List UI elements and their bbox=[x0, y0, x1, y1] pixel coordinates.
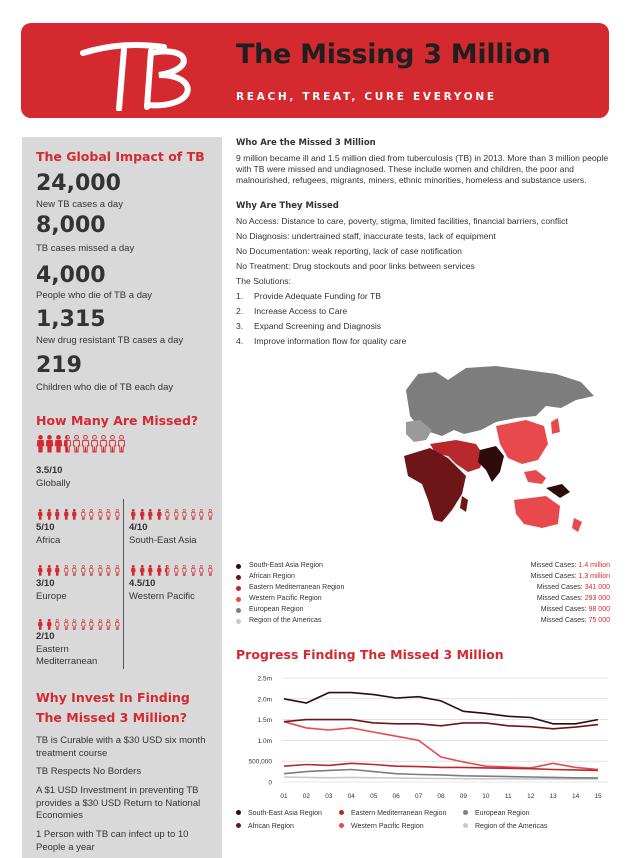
why-reason: No Access: Distance to care, poverty, stigma, limited facilities, financial barriers, conflict bbox=[236, 216, 568, 226]
y-tick-label: 2.5m bbox=[257, 675, 272, 683]
stat-value: 8,000 bbox=[36, 213, 106, 238]
missed-region: Eastern Mediterranean bbox=[36, 644, 98, 667]
person-icon bbox=[62, 619, 71, 630]
person-icon bbox=[36, 565, 45, 576]
person-icon bbox=[197, 565, 206, 576]
chart-title: Progress Finding The Missed 3 Million bbox=[236, 647, 504, 662]
chart-legend-item: African Region bbox=[236, 823, 294, 830]
stat-value: 219 bbox=[36, 353, 82, 378]
person-icon bbox=[180, 565, 189, 576]
series-line-european-region bbox=[284, 770, 598, 778]
header-banner bbox=[21, 23, 609, 118]
person-icon bbox=[138, 565, 147, 576]
solution-item: 2. Increase Access to Care bbox=[236, 306, 348, 316]
person-icon bbox=[172, 565, 181, 576]
tb-logo bbox=[79, 31, 229, 111]
legend-missed-cases: Missed Cases: 1.4 million bbox=[530, 562, 610, 569]
x-tick-label: 03 bbox=[325, 793, 333, 800]
map-region-western-pacific bbox=[496, 420, 548, 464]
legend-row bbox=[236, 595, 610, 606]
person-icon bbox=[180, 509, 189, 520]
person-icon bbox=[96, 619, 105, 630]
invest-reason: 1 Person with TB can infect up to 10 People a year bbox=[36, 829, 189, 853]
why-reason: No Documentation: weak reporting, lack of case notification bbox=[236, 246, 462, 256]
person-icon bbox=[87, 619, 96, 630]
invest-reason: TB is Curable with a $30 USD six month treatment course bbox=[36, 735, 206, 759]
person-icon bbox=[146, 565, 155, 576]
legend-dot bbox=[236, 575, 241, 580]
chart-legend-item: Western Pacific Region bbox=[339, 823, 424, 830]
y-tick-label: 500,000 bbox=[248, 758, 272, 766]
solution-item: 3. Expand Screening and Diagnosis bbox=[236, 321, 382, 331]
person-icon bbox=[117, 435, 126, 453]
legend-row bbox=[236, 606, 610, 617]
person-icon bbox=[36, 435, 45, 453]
person-icon bbox=[79, 509, 88, 520]
missed-region: Europe bbox=[36, 591, 67, 602]
people-icons-eastern-mediterranean bbox=[36, 619, 121, 630]
legend-missed-cases: Missed Cases: 341 000 bbox=[536, 584, 610, 591]
person-icon bbox=[163, 565, 172, 576]
why-heading: Why Are They Missed bbox=[236, 201, 339, 211]
x-tick-label: 15 bbox=[594, 793, 602, 800]
legend-missed-cases: Missed Cases: 1.3 million bbox=[530, 573, 610, 580]
x-tick-label: 11 bbox=[504, 793, 512, 800]
person-icon bbox=[163, 509, 172, 520]
person-icon bbox=[45, 565, 54, 576]
y-tick-label: 1.0m bbox=[257, 737, 272, 745]
missed-fraction: 4.5/10 bbox=[129, 578, 156, 589]
person-icon bbox=[87, 509, 96, 520]
who-heading: Who Are the Missed 3 Million bbox=[236, 138, 376, 148]
solution-item: 4. Improve information flow for quality care bbox=[236, 336, 407, 346]
person-icon bbox=[96, 509, 105, 520]
person-icon bbox=[79, 565, 88, 576]
legend-region-name: Eastern Mediterranean Region bbox=[249, 584, 345, 591]
x-tick-label: 08 bbox=[437, 793, 445, 800]
x-tick-label: 09 bbox=[459, 793, 468, 800]
x-tick-label: 06 bbox=[392, 793, 400, 800]
impact-heading: The Global Impact of TB bbox=[36, 149, 205, 164]
legend-region-name: South-East Asia Region bbox=[249, 562, 323, 569]
person-icon bbox=[104, 565, 113, 576]
person-icon bbox=[155, 509, 164, 520]
series-line-african-region bbox=[284, 720, 598, 729]
missed-heading: How Many Are Missed? bbox=[36, 413, 199, 428]
person-icon bbox=[62, 509, 71, 520]
x-tick-label: 05 bbox=[370, 793, 378, 800]
person-icon bbox=[81, 435, 90, 453]
stat-value: 24,000 bbox=[36, 171, 121, 196]
person-icon bbox=[99, 435, 108, 453]
person-icon bbox=[104, 509, 113, 520]
person-icon bbox=[90, 435, 99, 453]
person-icon bbox=[113, 509, 122, 520]
chart-legend-item: Region of the Americas bbox=[463, 823, 547, 830]
person-icon bbox=[53, 565, 62, 576]
world-map bbox=[396, 360, 611, 535]
person-icon bbox=[113, 565, 122, 576]
person-icon bbox=[70, 619, 79, 630]
people-icons-europe bbox=[36, 565, 121, 576]
person-icon bbox=[70, 509, 79, 520]
y-tick-label: 1.5m bbox=[257, 717, 272, 725]
person-icon bbox=[45, 509, 54, 520]
x-tick-label: 07 bbox=[414, 793, 423, 800]
x-tick-label: 13 bbox=[549, 793, 557, 800]
person-icon bbox=[189, 509, 198, 520]
people-icons-south-east-asia bbox=[129, 509, 214, 520]
x-tick-label: 10 bbox=[482, 793, 490, 800]
person-icon bbox=[45, 619, 54, 630]
legend-dot bbox=[236, 608, 241, 613]
y-tick-label: 2.0m bbox=[257, 696, 272, 704]
legend-region-name: European Region bbox=[249, 606, 304, 613]
solutions-label: The Solutions: bbox=[236, 276, 291, 286]
person-icon bbox=[206, 565, 215, 576]
person-icon bbox=[104, 619, 113, 630]
person-icon bbox=[138, 509, 147, 520]
person-icon bbox=[129, 509, 138, 520]
person-icon bbox=[36, 619, 45, 630]
people-icons-globally bbox=[36, 435, 126, 453]
legend-missed-cases: Missed Cases: 293 000 bbox=[536, 595, 610, 602]
chart-legend-item: Eastern Mediterranean Region bbox=[339, 810, 446, 817]
stat-caption: People who die of TB a day bbox=[36, 290, 153, 301]
person-icon bbox=[36, 509, 45, 520]
missed-region: South-East Asia bbox=[129, 535, 197, 546]
person-icon bbox=[197, 509, 206, 520]
person-icon bbox=[108, 435, 117, 453]
divider-line bbox=[123, 499, 124, 669]
person-icon bbox=[113, 619, 122, 630]
person-icon bbox=[53, 509, 62, 520]
missed-fraction: 3/10 bbox=[36, 578, 55, 589]
person-icon bbox=[172, 509, 181, 520]
stat-caption: Children who die of TB each day bbox=[36, 382, 174, 393]
person-icon bbox=[70, 565, 79, 576]
legend-missed-cases: Missed Cases: 98 000 bbox=[540, 606, 610, 613]
stat-value: 4,000 bbox=[36, 263, 106, 288]
person-icon bbox=[45, 435, 54, 453]
people-icons-africa bbox=[36, 509, 121, 520]
missed-fraction: 4/10 bbox=[129, 522, 148, 533]
legend-dot bbox=[236, 586, 241, 591]
person-icon bbox=[53, 619, 62, 630]
legend-region-name: Western Pacific Region bbox=[249, 595, 322, 602]
person-icon bbox=[155, 565, 164, 576]
sidebar bbox=[22, 137, 222, 858]
missed-region: Globally bbox=[36, 478, 71, 489]
x-tick-label: 14 bbox=[571, 793, 580, 800]
solution-item: 1. Provide Adequate Funding for TB bbox=[236, 291, 381, 301]
person-icon bbox=[96, 565, 105, 576]
x-tick-label: 01 bbox=[280, 793, 288, 800]
legend-missed-cases: Missed Cases: 75 000 bbox=[540, 617, 610, 624]
legend-row bbox=[236, 562, 610, 573]
people-icons-western-pacific bbox=[129, 565, 214, 576]
legend-row bbox=[236, 573, 610, 584]
line-chart bbox=[236, 670, 614, 810]
invest-heading-line2: The Missed 3 Million? bbox=[36, 710, 188, 725]
legend-region-name: Region of the Americas bbox=[249, 617, 322, 624]
legend-dot bbox=[236, 619, 241, 624]
stat-caption: New drug resistant TB cases a day bbox=[36, 335, 184, 346]
legend-region-name: African Region bbox=[249, 573, 295, 580]
person-icon bbox=[129, 565, 138, 576]
chart-legend-item: European Region bbox=[463, 810, 530, 817]
person-icon bbox=[63, 435, 72, 453]
who-text: 9 million became ill and 1.5 million died from tuberculosis (TB) in 2013. More than 3 million people with TB were missed and undiagnosed. These include women and children, the poor and malnourished, refugees, migrants, miners, ethnic minorities, homeless and substance users. bbox=[236, 153, 609, 186]
legend-dot bbox=[236, 564, 241, 569]
person-icon bbox=[189, 565, 198, 576]
why-reason: No Diagnosis: undertrained staff, inaccurate tests, lack of equipment bbox=[236, 231, 496, 241]
x-tick-label: 02 bbox=[302, 793, 311, 800]
invest-reason: A $1 USD Investment in preventing TB provides a $30 USD Return to National Economies bbox=[36, 785, 201, 821]
person-icon bbox=[87, 565, 96, 576]
why-reason: No Treatment: Drug stockouts and poor links between services bbox=[236, 261, 475, 271]
missed-region: Africa bbox=[36, 535, 61, 546]
person-icon bbox=[206, 509, 215, 520]
x-tick-label: 12 bbox=[527, 793, 535, 800]
x-tick-label: 04 bbox=[347, 793, 355, 800]
missed-fraction: 3.5/10 bbox=[36, 465, 63, 476]
invest-reason: TB Respects No Borders bbox=[36, 766, 142, 777]
legend-row bbox=[236, 617, 610, 628]
stat-caption: TB cases missed a day bbox=[36, 243, 135, 254]
missed-fraction: 5/10 bbox=[36, 522, 55, 533]
invest-heading-line1: Why Invest In Finding bbox=[36, 690, 190, 705]
person-icon bbox=[62, 565, 71, 576]
missed-fraction: 2/10 bbox=[36, 631, 55, 642]
missed-region: Western Pacific bbox=[129, 591, 195, 602]
chart-legend bbox=[236, 810, 616, 840]
chart-legend-item: South-East Asia Region bbox=[236, 810, 322, 817]
stat-caption: New TB cases a day bbox=[36, 199, 123, 210]
stat-value: 1,315 bbox=[36, 307, 106, 332]
page-title: The Missing 3 Million bbox=[236, 39, 551, 70]
person-icon bbox=[79, 619, 88, 630]
person-icon bbox=[72, 435, 81, 453]
legend-row bbox=[236, 584, 610, 595]
page-subtitle: REACH, TREAT, CURE EVERYONE bbox=[236, 91, 497, 103]
map-region-south-east-asia bbox=[478, 446, 504, 482]
person-icon bbox=[146, 509, 155, 520]
legend-dot bbox=[236, 597, 241, 602]
y-tick-label: 0 bbox=[268, 779, 272, 787]
person-icon bbox=[54, 435, 63, 453]
